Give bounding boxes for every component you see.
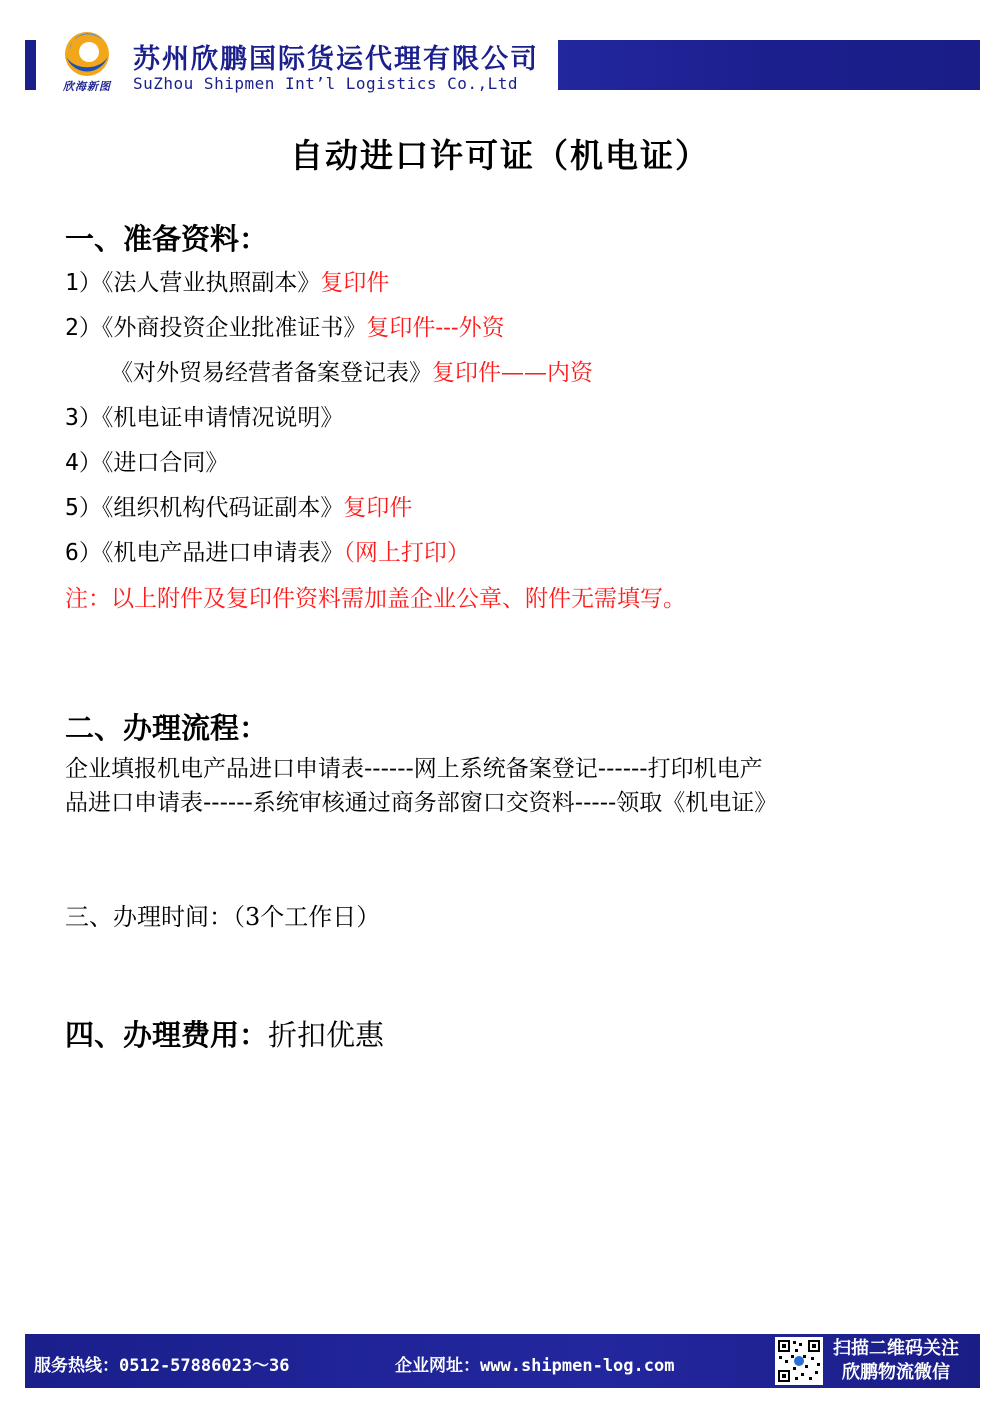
- item-note: 复印件: [343, 495, 413, 521]
- item-text: 《外商投资企业批准证书》: [101, 315, 367, 341]
- item-text: 《对外贸易经营者备案登记表》: [110, 360, 432, 386]
- process-line-2: 品进口申请表------系统审核通过商务部窗口交资料-----领取《机电证》: [65, 790, 778, 816]
- list-item: [65, 534, 470, 567]
- item-number: 3）: [65, 405, 102, 431]
- item-text: 《机电产品进口申请表》: [101, 540, 344, 566]
- qr-code-icon: [775, 1337, 823, 1385]
- item-text: 《法人营业执照副本》: [101, 270, 321, 296]
- footer-scan-text: [833, 1337, 959, 1385]
- section1-heading: 一、准备资料：: [65, 222, 269, 256]
- footer-hotline: [34, 1351, 290, 1376]
- list-item: [65, 309, 505, 342]
- scan-line-2: 欣鹏物流微信: [842, 1362, 950, 1383]
- scan-line-1: 扫描二维码关注: [833, 1338, 959, 1359]
- hotline-value: 0512-57886023～36: [119, 1356, 290, 1376]
- hotline-label: 服务热线：: [34, 1356, 119, 1376]
- list-item: [65, 264, 389, 297]
- site-value: www.shipmen-log.com: [480, 1356, 675, 1376]
- section4-value: 折扣优惠: [268, 1018, 385, 1052]
- section3-heading: 三、办理时间：（3个工作日）: [65, 903, 381, 931]
- list-item: [65, 444, 228, 477]
- list-item: [65, 399, 343, 432]
- footer-website: [395, 1351, 674, 1376]
- process-line-1: 企业填报机电产品进口申请表------网上系统备案登记------打印机电产: [65, 756, 763, 782]
- section1-footnote: 注：以上附件及复印件资料需加盖企业公章、附件无需填写。: [65, 586, 686, 612]
- section4-line: [65, 1013, 384, 1054]
- site-label: 企业网址：: [395, 1356, 480, 1376]
- item-note: 复印件——内资: [432, 360, 593, 386]
- item-text: 《组织机构代码证副本》: [101, 495, 344, 521]
- item-text: 《进口合同》: [101, 450, 229, 476]
- list-item: [65, 489, 412, 522]
- item-number: 6）: [65, 540, 102, 566]
- item-text: 《机电证申请情况说明》: [101, 405, 344, 431]
- page-title: 自动进口许可证（机电证）: [290, 136, 710, 175]
- company-name-en: SuZhou Shipmen Int’l Logistics Co.,Ltd: [133, 74, 519, 93]
- company-name-cn: 苏州欣鹏国际货运代理有限公司: [133, 44, 539, 75]
- item-note: 复印件---外资: [366, 315, 505, 341]
- item-number: 4）: [65, 450, 102, 476]
- item-note: （网上打印）: [343, 540, 470, 566]
- item-number: 2）: [65, 315, 102, 341]
- list-item: [110, 354, 593, 387]
- header-left-bar: [25, 40, 36, 90]
- header-right-bar: [558, 40, 980, 90]
- section2-heading: 二、办理流程：: [65, 711, 269, 745]
- item-number: 5）: [65, 495, 102, 521]
- logo-text: 欣海新图: [63, 80, 111, 93]
- section4-heading: 四、办理费用：: [65, 1018, 269, 1052]
- item-note: 复印件: [320, 270, 390, 296]
- item-number: 1）: [65, 270, 102, 296]
